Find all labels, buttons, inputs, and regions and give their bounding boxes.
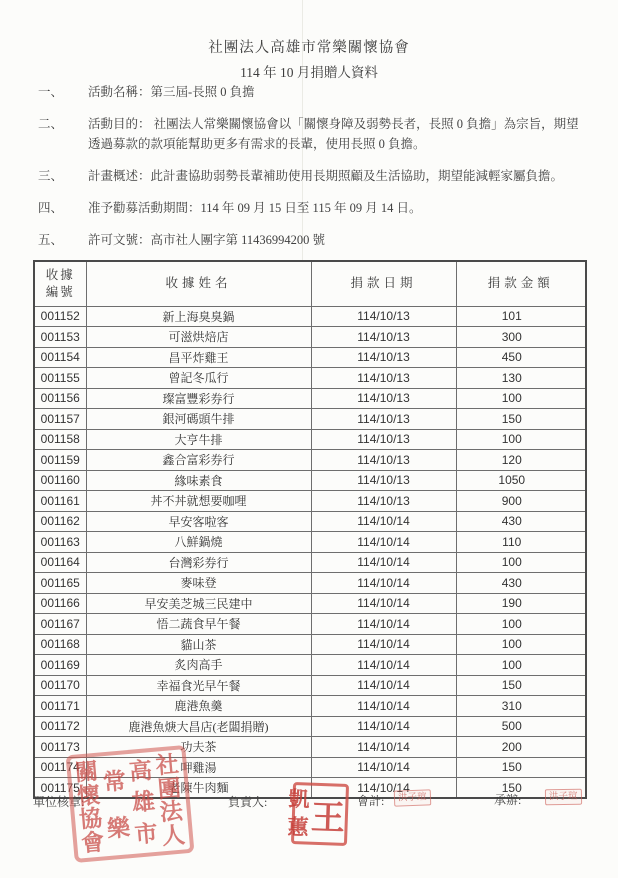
table-row [34,470,586,491]
donor-name: 大亨牛排 [86,429,311,450]
donor-name: 新上海臭臭鍋 [86,306,311,327]
donation-date: 114/10/13 [311,306,456,327]
donor-name: 炙肉高手 [86,655,311,676]
organization-seal-stamp [66,745,195,863]
donation-amount: 430 [456,511,586,532]
table-row [34,716,586,737]
donation-date: 114/10/14 [311,634,456,655]
unit-seal-label: 單位核章: [33,795,85,809]
item-text: 活動名稱：第三屆-長照 0 負擔 [88,85,255,99]
donor-name: 幸福食光早午餐 [86,675,311,696]
table-row [34,511,586,532]
donor-name: 丼不丼就想要咖哩 [86,491,311,512]
info-items [38,82,590,262]
manager-label: 負責人: [228,795,268,809]
receipt-number: 001159 [34,450,86,471]
receipt-number: 001162 [34,511,86,532]
donor-name: 呷雞湯 [86,757,311,778]
donation-date: 114/10/14 [311,757,456,778]
donor-name: 麥味登 [86,573,311,594]
receipt-number: 001163 [34,532,86,553]
table-row [34,573,586,594]
item-text: 許可文號：高市社人團字第 11436994200 號 [88,233,326,247]
donation-date: 114/10/14 [311,737,456,758]
donation-amount: 100 [456,614,586,635]
donor-name: 老陳牛肉麵 [86,778,311,799]
donor-name: 鹿港魚羹 [86,696,311,717]
table-row [34,347,586,368]
accountant-name-stamp: 洪子瑄 [394,789,431,806]
doc-title: 114 年 10 月捐贈人資料 [240,65,378,80]
info-item-fundraising-period [38,198,590,218]
donation-date: 114/10/13 [311,347,456,368]
manager-name-stamp [287,782,349,846]
donation-amount: 100 [456,655,586,676]
donation-amount: 150 [456,778,586,799]
donation-date: 114/10/14 [311,675,456,696]
column-header-donor-name: 收據姓名 [86,261,311,306]
receipt-number: 001175 [34,778,86,799]
receipt-number: 001155 [34,368,86,389]
handler-label: 承辦: [494,793,522,807]
donor-name: 曾記冬瓜行 [86,368,311,389]
donation-date: 114/10/14 [311,778,456,799]
donor-name: 功夫茶 [86,737,311,758]
donor-name: 昌平炸雞王 [86,347,311,368]
item-text: 計畫概述：此計畫協助弱勢長輩補助使用長期照顧及生活協助，期望能減輕家屬負擔。 [88,169,564,183]
donor-name: 可滋烘焙店 [86,327,311,348]
org-seal-column: 高 雄 市 [128,758,159,848]
receipt-number: 001169 [34,655,86,676]
column-header-donation-amount: 捐款金額 [456,261,586,306]
table-header-row [34,261,586,306]
table-row [34,306,586,327]
item-number: 二、 [38,117,64,131]
org-title: 社團法人高雄市常樂關懷協會 [208,40,410,56]
item-number: 一、 [38,85,64,99]
receipt-number: 001157 [34,409,86,430]
donation-date: 114/10/13 [311,388,456,409]
donor-name: 台灣彩券行 [86,552,311,573]
item-text: 活動目的： 社團法人常樂關懷協會以「關懷身障及弱勢長者，長照 0 負擔」為宗旨，期望透過募款的款項能幫助更多有需求的長輩，使用長照 0 負擔。 [88,117,579,151]
donor-name: 早安美芝城三民建中 [86,593,311,614]
table-row [34,388,586,409]
donation-amount: 101 [456,306,586,327]
receipt-number: 001173 [34,737,86,758]
donation-amount: 190 [456,593,586,614]
receipt-number: 001166 [34,593,86,614]
donation-date: 114/10/14 [311,655,456,676]
receipt-number: 001156 [34,388,86,409]
item-text: 准予勸募活動期間：114 年 09 月 15 日至 115 年 09 月 14 日。 [88,201,422,215]
receipt-number: 001170 [34,675,86,696]
donation-date: 114/10/14 [311,573,456,594]
donation-amount: 110 [456,532,586,553]
manager-stamp-chars [285,785,312,842]
donation-date: 114/10/14 [311,696,456,717]
table-row [34,368,586,389]
column-header-donation-date: 捐款日期 [311,261,456,306]
table-row [34,409,586,430]
donation-date: 114/10/13 [311,450,456,471]
receipt-number: 001154 [34,347,86,368]
donor-name: 早安客啦客 [86,511,311,532]
donor-name: 璨富豐彩券行 [86,388,311,409]
table-row [34,696,586,717]
table-row [34,327,586,348]
info-item-activity-name [38,82,590,102]
donation-amount: 100 [456,429,586,450]
table-row [34,655,586,676]
item-number: 四、 [38,201,64,215]
handler-name-stamp: 洪子瑄 [545,789,582,806]
receipt-number: 001153 [34,327,86,348]
donor-name: 悟二蔬食早午餐 [86,614,311,635]
donation-date: 114/10/14 [311,532,456,553]
donation-amount: 300 [456,327,586,348]
donation-date: 114/10/13 [311,368,456,389]
receipt-number: 001167 [34,614,86,635]
receipt-number: 001171 [34,696,86,717]
manager-stamp-char: 凱 [288,786,310,812]
info-item-permit-number [38,230,590,250]
receipt-number: 001160 [34,470,86,491]
table-row [34,532,586,553]
accountant-label: 會計: [357,794,385,808]
donation-date: 114/10/13 [311,470,456,491]
donation-table [33,260,587,799]
donation-amount: 1050 [456,470,586,491]
receipt-number: 001174 [34,757,86,778]
table-row [34,450,586,471]
donation-amount: 130 [456,368,586,389]
donation-date: 114/10/14 [311,716,456,737]
receipt-number: 001152 [34,306,86,327]
donation-amount: 310 [456,696,586,717]
donation-amount: 450 [456,347,586,368]
table-row [34,634,586,655]
title-block [0,36,618,81]
donor-name: 貓山茶 [86,634,311,655]
donor-name: 鑫合富彩券行 [86,450,311,471]
receipt-number: 001164 [34,552,86,573]
org-seal-column: 社 團 法 人 [154,751,186,850]
donation-amount: 200 [456,737,586,758]
table-row [34,491,586,512]
table-row [34,675,586,696]
receipt-number: 001161 [34,491,86,512]
donation-date: 114/10/13 [311,327,456,348]
org-seal-column: 關 懷 協 會 [74,758,106,857]
receipt-number: 001168 [34,634,86,655]
manager-stamp-char: 蕙 [287,814,309,840]
receipt-number: 001172 [34,716,86,737]
donation-amount: 500 [456,716,586,737]
donor-name: 銀河碼頭牛排 [86,409,311,430]
donation-amount: 120 [456,450,586,471]
table-row [34,429,586,450]
manager-stamp-char: 王 [310,799,346,838]
donor-name: 緣味素食 [86,470,311,491]
table-row [34,593,586,614]
donation-table-body [34,306,586,798]
item-number: 三、 [38,169,64,183]
donation-amount: 150 [456,675,586,696]
org-seal-column: 常 樂 [101,768,132,843]
receipt-number: 001158 [34,429,86,450]
donation-date: 114/10/13 [311,429,456,450]
donation-amount: 100 [456,552,586,573]
item-number: 五、 [38,233,64,247]
donation-amount: 150 [456,409,586,430]
donation-amount: 150 [456,757,586,778]
donation-amount: 900 [456,491,586,512]
receipt-number: 001165 [34,573,86,594]
donor-name: 鹿港魚焿大昌店(老闆捐贈) [86,716,311,737]
info-item-activity-purpose [38,114,590,154]
donation-date: 114/10/14 [311,511,456,532]
donation-date: 114/10/14 [311,552,456,573]
donation-amount: 100 [456,388,586,409]
donation-amount: 100 [456,634,586,655]
info-item-plan-summary [38,166,590,186]
donor-name: 八鮮鍋燒 [86,532,311,553]
table-row [34,614,586,635]
donation-date: 114/10/13 [311,491,456,512]
donation-date: 114/10/14 [311,593,456,614]
donation-date: 114/10/14 [311,614,456,635]
table-row [34,552,586,573]
column-header-receipt-number: 收據編號 [34,261,86,306]
donation-date: 114/10/13 [311,409,456,430]
donation-amount: 430 [456,573,586,594]
